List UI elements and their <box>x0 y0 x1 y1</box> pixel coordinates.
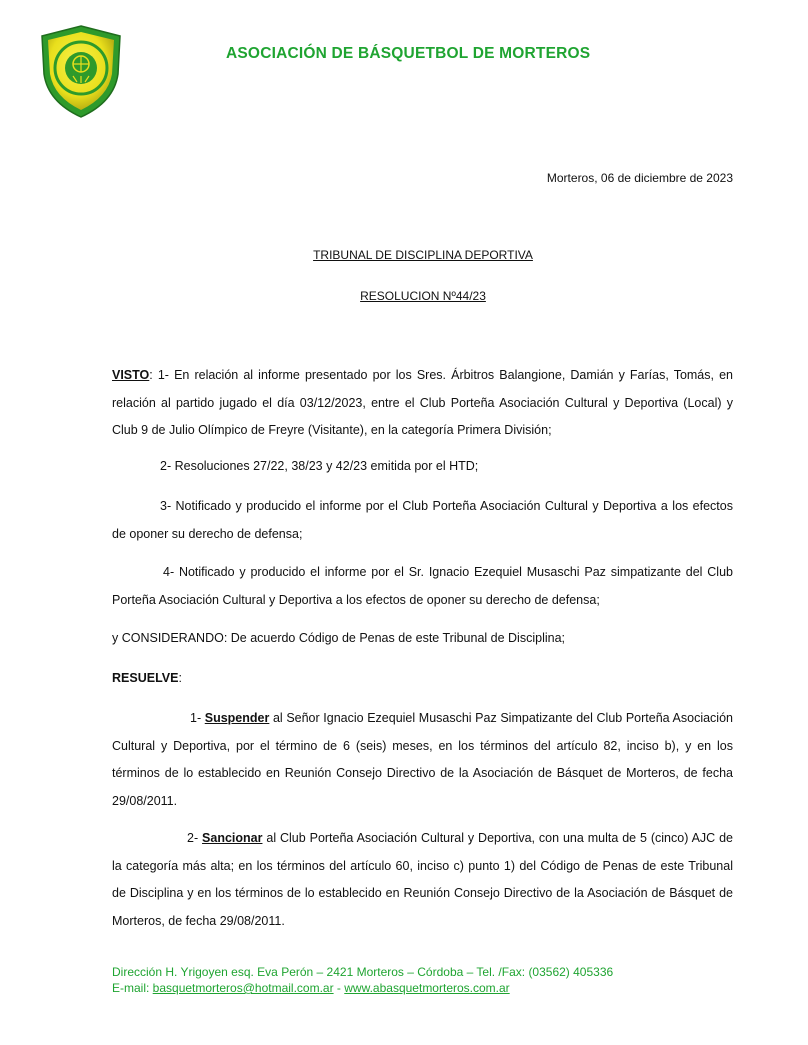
visto-point-3: 3- Notificado y producido el informe por el Club Porteña Asociación Cultural y Deportiva a los efectos de oponer su derecho de defensa; <box>112 499 733 541</box>
item-1-number: 1- <box>190 711 202 725</box>
association-logo-icon <box>36 22 126 120</box>
resuelve-heading <box>112 665 733 693</box>
footer-email-label: E-mail: <box>112 981 153 995</box>
organization-name: ASOCIACIÓN DE BÁSQUETBOL DE MORTEROS <box>226 45 591 62</box>
resolution-item-1 <box>112 705 733 815</box>
item-1-keyword: Suspender <box>204 711 270 725</box>
visto-point-1: : 1- En relación al informe presentado por los Sres. Árbitros Balangione, Damián y Farías, Tomás, en relación al partido jugado el día 03/12/2023, entre el Club Porteña Asociación Cultural y Deportiva (Local) y Club 9 de Julio Olímpico de Freyre (Visitante), en la categoría Primera División; <box>112 368 733 437</box>
footer-website-link[interactable]: www.abasquetmorteros.com.ar <box>344 981 510 995</box>
item-1-text: al Señor Ignacio Ezequiel Musaschi Paz Simpatizante del Club Porteña Asociación Cultural y Deportiva, por el término de 6 (seis) meses, en los términos del artículo 82, inciso b), y en los términos de lo establecido en Reunión Consejo Directivo de la Asociación de Básquet de Morteros, de fecha 29/08/2011. <box>112 711 733 808</box>
item-2-text: al Club Porteña Asociación Cultural y Deportiva, con una multa de 5 (cinco) AJC de la categoría más alta; en los términos del artículo 60, inciso c) punto 1) del Código de Penas de este Tribunal de Disciplina y en los términos de lo establecido en Reunión Consejo Directivo de la Asociación de Básquet de Morteros, de fecha 29/08/2011. <box>112 831 733 928</box>
footer-separator: - <box>333 981 345 995</box>
footer-address: Dirección H. Yrigoyen esq. Eva Perón – 2421 Morteros – Córdoba – Tel. /Fax: (03562) 405336 <box>112 965 614 979</box>
resuelve-label: RESUELVE <box>112 671 179 685</box>
page-footer <box>112 964 613 996</box>
visto-paragraph <box>112 362 733 445</box>
visto-label: VISTO <box>112 368 150 382</box>
resolution-number-heading: RESOLUCION Nº44/23 <box>360 289 486 303</box>
tribunal-heading: TRIBUNAL DE DISCIPLINA DEPORTIVA <box>313 248 533 262</box>
visto-point-4: 4- Notificado y producido el informe por el Sr. Ignacio Ezequiel Musaschi Paz simpatizante del Club Porteña Asociación Cultural y Deportiva a los efectos de oponer su derecho de defensa; <box>112 565 733 607</box>
resuelve-colon: : <box>178 671 182 685</box>
footer-contact <box>112 980 613 996</box>
visto-point-2: 2- Resoluciones 27/22, 38/23 y 42/23 emitida por el HTD; <box>160 459 479 473</box>
resolution-item-2 <box>112 825 733 935</box>
considerando-paragraph: y CONSIDERANDO: De acuerdo Código de Penas de este Tribunal de Disciplina; <box>112 631 565 645</box>
footer-email-link[interactable]: basquetmorteros@hotmail.com.ar <box>152 981 334 995</box>
item-2-keyword: Sancionar <box>202 831 263 845</box>
document-date: Morteros, 06 de diciembre de 2023 <box>546 171 733 185</box>
item-2-number: 2- <box>187 831 199 845</box>
